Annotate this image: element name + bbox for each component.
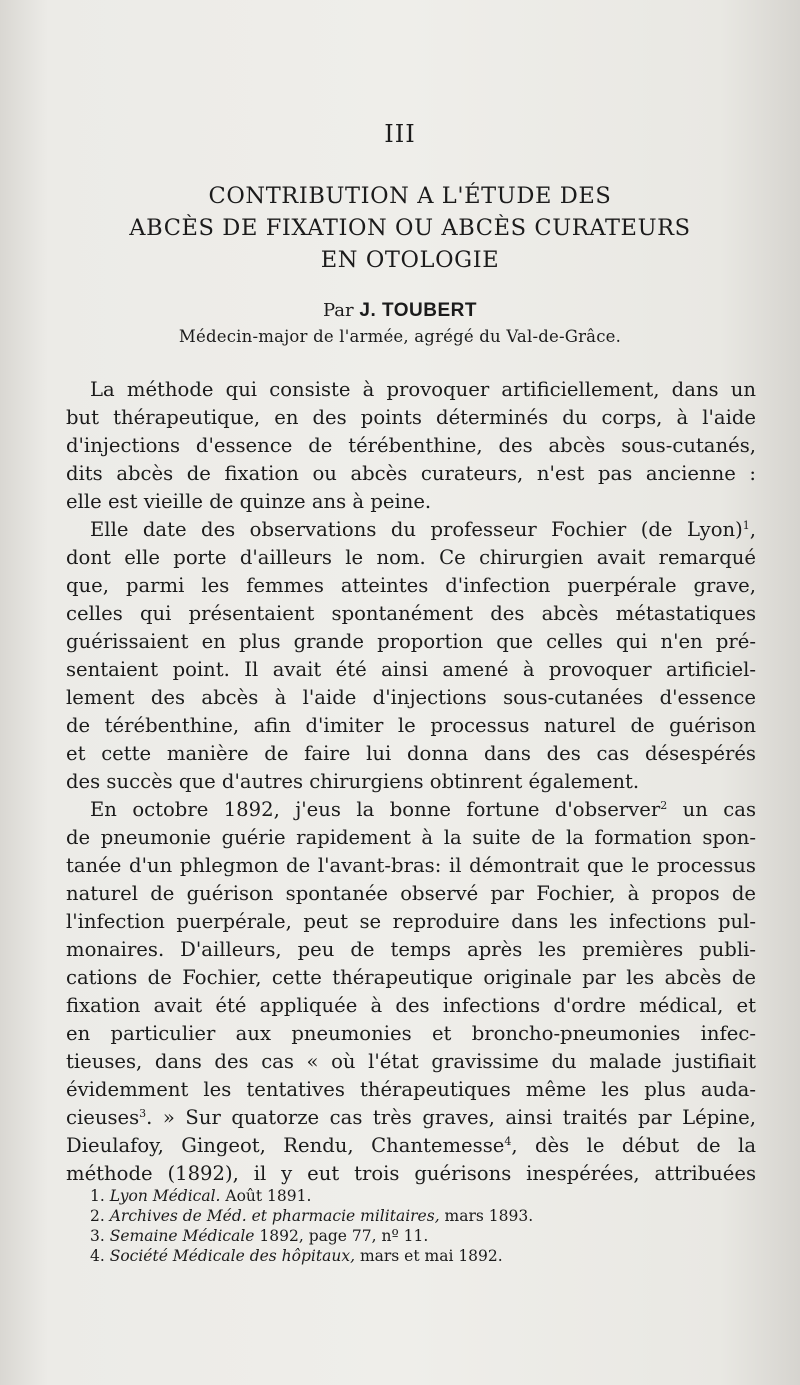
byline: [0, 300, 800, 322]
footnote-number: 4.: [90, 1247, 110, 1265]
body-line-text: que, parmi les femmes atteintes d'infection puerpérale grave,: [66, 574, 756, 597]
body-line-text: en particulier aux pneumonies et broncho-pneumonies infec-: [66, 1022, 756, 1045]
body-line: [66, 656, 756, 684]
footnote: [90, 1206, 730, 1226]
body-line-tail: , dès le début de la: [511, 1134, 756, 1157]
body-line: [66, 628, 756, 656]
body-line: [66, 740, 756, 768]
body-line: [66, 1020, 756, 1048]
footnote: [90, 1246, 730, 1266]
body-line-tail: ,: [749, 518, 756, 541]
body-line: [66, 376, 756, 404]
body-line: [66, 1160, 756, 1188]
body-line-text: l'infection puerpérale, peut se reproduire dans les infections pul-: [66, 910, 756, 933]
body-line-text: méthode (1892), il y eut trois guérisons inespérées, attribuées: [66, 1162, 756, 1185]
body-line-text: évidemment les tentatives thérapeutiques même les plus auda-: [66, 1078, 756, 1101]
body-line-text: de térébenthine, afin d'imiter le processus naturel de guérison: [66, 714, 756, 737]
body-line-text: sentaient point. Il avait été ainsi amené à provoquer artificiel-: [66, 658, 756, 681]
footnote-source: Lyon Médical.: [109, 1187, 221, 1205]
body-line-tail: un cas: [667, 798, 756, 821]
article-title: [60, 180, 760, 276]
body-line: [66, 712, 756, 740]
body-line-text: d'injections d'essence de térébenthine, des abcès sous-cutanés,: [66, 434, 756, 457]
body-line: [66, 824, 756, 852]
body-line: [66, 1076, 756, 1104]
body-line: [66, 544, 756, 572]
body-line-tail: . » Sur quatorze cas très graves, ainsi traités par Lépine,: [146, 1106, 756, 1129]
author-affiliation: Médecin-major de l'armée, agrégé du Val-de-Grâce.: [178, 327, 622, 346]
body-line-text: dits abcès de fixation ou abcès curateurs, n'est pas ancienne :: [66, 462, 756, 485]
footnotes: [90, 1186, 730, 1266]
footnote-ref: 1: [742, 519, 750, 532]
body-line-text: fixation avait été appliquée à des infections d'ordre médical, et: [66, 994, 756, 1017]
body-line-text: Elle date des observations du professeur Fochier (de Lyon): [90, 518, 743, 541]
byline-prefix: Par: [323, 300, 354, 321]
body-line-text: cations de Fochier, cette thérapeutique originale par les abcès de: [66, 966, 756, 989]
body-line: [66, 516, 756, 544]
body-line: [66, 432, 756, 460]
body-line: [66, 880, 756, 908]
body-line: [66, 488, 756, 516]
body-line: [66, 992, 756, 1020]
title-line: EN OTOLOGIE: [320, 247, 500, 273]
footnote: [90, 1186, 730, 1206]
body-line: [66, 768, 756, 796]
body-line: [66, 796, 756, 824]
footnote-ref: 3: [139, 1107, 147, 1120]
body-line-text: monaires. D'ailleurs, peu de temps après les premières publi-: [66, 938, 756, 961]
footnote-detail: mars et mai 1892.: [355, 1247, 503, 1265]
footnote-number: 1.: [90, 1187, 110, 1205]
body-line: [66, 684, 756, 712]
body-line-text: naturel de guérison spontanée observé par Fochier, à propos de: [66, 882, 756, 905]
body-line-text: dont elle porte d'ailleurs le nom. Ce chirurgien avait remarqué: [66, 546, 756, 569]
footnote-detail: Août 1891.: [220, 1187, 312, 1205]
footnote-detail: 1892, page 77, nº 11.: [254, 1227, 429, 1245]
body-line: [66, 572, 756, 600]
title-line: ABCÈS DE FIXATION OU ABCÈS CURATEURS: [129, 215, 691, 241]
body-line: [66, 600, 756, 628]
body-line-text: et cette manière de faire lui donna dans des cas désespérés: [66, 742, 756, 765]
footnote-source: Archives de Méd. et pharmacie militaires,: [109, 1207, 440, 1225]
body-line-text: tanée d'un phlegmon de l'avant-bras: il démontrait que le processus: [66, 854, 756, 877]
body-line-text: cieuses: [66, 1106, 140, 1129]
body-line: [66, 964, 756, 992]
body-line-text: tieuses, dans des cas « où l'état gravissime du malade justifiait: [66, 1050, 756, 1073]
body-line-text: lement des abcès à l'aide d'injections sous-cutanées d'essence: [66, 686, 756, 709]
title-line: CONTRIBUTION A L'ÉTUDE DES: [208, 183, 612, 209]
body-line: [66, 1104, 756, 1132]
body-line: [66, 936, 756, 964]
body-line-text: guérissaient en plus grande proportion que celles qui n'en pré-: [66, 630, 756, 653]
footnote-source: Semaine Médicale: [109, 1227, 255, 1245]
footnote-source: Société Médicale des hôpitaux,: [109, 1247, 356, 1265]
body-line: [66, 852, 756, 880]
footnote-detail: mars 1893.: [439, 1207, 534, 1225]
body-line-text: des succès que d'autres chirurgiens obtinrent également.: [66, 770, 640, 793]
footnote-number: 3.: [90, 1227, 110, 1245]
body-line: [66, 908, 756, 936]
body-line: [66, 1132, 756, 1160]
body-line-text: En octobre 1892, j'eus la bonne fortune d'observer: [90, 798, 661, 821]
chapter-numeral: III: [384, 120, 416, 148]
footnote-number: 2.: [90, 1207, 110, 1225]
body-line-text: celles qui présentaient spontanément des abcès métastatiques: [66, 602, 756, 625]
body-line: [66, 404, 756, 432]
body-line: [66, 460, 756, 488]
body-line-text: Dieulafoy, Gingeot, Rendu, Chantemesse: [66, 1134, 505, 1157]
footnote: [90, 1226, 730, 1246]
body-line: [66, 1048, 756, 1076]
article-body: [66, 376, 756, 1188]
author-name: J. TOUBERT: [359, 300, 477, 321]
body-line-text: La méthode qui consiste à provoquer artificiellement, dans un: [90, 378, 756, 401]
body-line-text: de pneumonie guérie rapidement à la suite de la formation spon-: [66, 826, 756, 849]
footnote-ref: 2: [660, 799, 668, 812]
body-line-text: elle est vieille de quinze ans à peine.: [66, 490, 432, 513]
footnote-ref: 4: [504, 1135, 512, 1148]
body-line-text: but thérapeutique, en des points déterminés du corps, à l'aide: [66, 406, 756, 429]
